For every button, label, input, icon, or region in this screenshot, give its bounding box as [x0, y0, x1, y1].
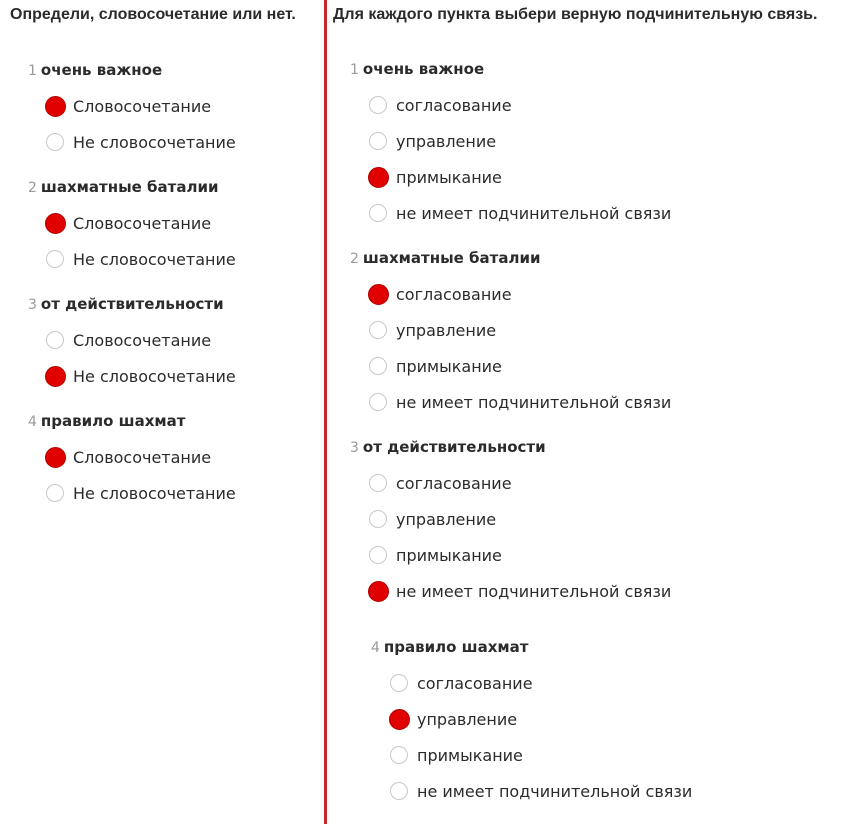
right-q4-option-4[interactable] — [390, 780, 692, 802]
radio-button[interactable] — [46, 133, 64, 151]
left-q3-option-2[interactable] — [46, 365, 236, 387]
option-label: Не словосочетание — [73, 483, 236, 503]
radio-button-selected[interactable] — [45, 447, 66, 468]
radio-button-selected[interactable] — [368, 284, 389, 305]
right-question-2 — [350, 249, 540, 267]
right-q2-option-3[interactable] — [369, 355, 502, 377]
question-number: 2 — [350, 251, 359, 267]
radio-button[interactable] — [369, 474, 387, 492]
option-label: примыкание — [417, 745, 523, 765]
radio-button[interactable] — [369, 321, 387, 339]
question-number: 4 — [28, 414, 37, 430]
radio-button[interactable] — [369, 357, 387, 375]
radio-button[interactable] — [369, 510, 387, 528]
question-number: 3 — [28, 297, 37, 313]
question-number: 1 — [350, 62, 359, 78]
left-q2-option-2[interactable] — [46, 248, 236, 270]
option-label: не имеет подчинительной связи — [396, 392, 672, 412]
right-q1-option-3[interactable] — [369, 166, 502, 188]
radio-button[interactable] — [46, 484, 64, 502]
option-label: Словосочетание — [73, 330, 212, 350]
radio-button-selected[interactable] — [45, 96, 66, 117]
option-label: согласование — [417, 673, 533, 693]
right-question-1 — [350, 60, 484, 78]
question-text: очень важное — [362, 60, 485, 78]
question-text: правило шахмат — [383, 638, 529, 656]
left-question-4 — [28, 412, 185, 430]
radio-button[interactable] — [46, 331, 64, 349]
right-q4-option-2[interactable] — [390, 708, 517, 730]
radio-button[interactable] — [390, 782, 408, 800]
question-text: шахматные баталии — [40, 178, 219, 196]
option-label: Не словосочетание — [73, 132, 236, 152]
left-question-3 — [28, 295, 224, 313]
left-q3-option-1[interactable] — [46, 329, 211, 351]
right-q3-option-3[interactable] — [369, 544, 502, 566]
option-label: управление — [396, 509, 497, 529]
question-number: 3 — [350, 440, 359, 456]
option-label: управление — [396, 131, 497, 151]
left-q2-option-1[interactable] — [46, 212, 211, 234]
option-label: примыкание — [396, 167, 502, 187]
right-q3-option-1[interactable] — [369, 472, 512, 494]
radio-button-selected[interactable] — [389, 709, 410, 730]
question-number: 2 — [28, 180, 37, 196]
right-q1-option-1[interactable] — [369, 94, 512, 116]
left-question-1 — [28, 61, 162, 79]
option-label: Словосочетание — [73, 447, 212, 467]
radio-button[interactable] — [369, 204, 387, 222]
option-label: управление — [417, 709, 518, 729]
option-label: Не словосочетание — [73, 249, 236, 269]
option-label: управление — [396, 320, 497, 340]
question-text: от действительности — [40, 295, 224, 313]
right-q3-option-4[interactable] — [369, 580, 671, 602]
option-label: Словосочетание — [73, 96, 212, 116]
option-label: примыкание — [396, 545, 502, 565]
question-number: 4 — [371, 640, 380, 656]
right-q4-option-3[interactable] — [390, 744, 523, 766]
right-q4-option-1[interactable] — [390, 672, 533, 694]
radio-button[interactable] — [369, 393, 387, 411]
radio-button-selected[interactable] — [45, 213, 66, 234]
option-label: не имеет подчинительной связи — [417, 781, 693, 801]
right-q2-option-4[interactable] — [369, 391, 671, 413]
option-label: не имеет подчинительной связи — [396, 203, 672, 223]
radio-button[interactable] — [369, 132, 387, 150]
right-question-4 — [371, 638, 528, 656]
radio-button-selected[interactable] — [368, 581, 389, 602]
left-q1-option-2[interactable] — [46, 131, 236, 153]
radio-button[interactable] — [390, 674, 408, 692]
option-label: Не словосочетание — [73, 366, 236, 386]
left-q4-option-2[interactable] — [46, 482, 236, 504]
question-text: от действительности — [362, 438, 546, 456]
right-q2-option-1[interactable] — [369, 283, 512, 305]
right-q1-option-2[interactable] — [369, 130, 496, 152]
right-q3-option-2[interactable] — [369, 508, 496, 530]
right-column-title: Для каждого пункта выбери верную подчинительную связь. — [333, 6, 818, 23]
radio-button[interactable] — [369, 546, 387, 564]
option-label: примыкание — [396, 356, 502, 376]
right-q1-option-4[interactable] — [369, 202, 671, 224]
radio-button-selected[interactable] — [368, 167, 389, 188]
radio-button[interactable] — [46, 250, 64, 268]
radio-button-selected[interactable] — [45, 366, 66, 387]
radio-button[interactable] — [390, 746, 408, 764]
option-label: согласование — [396, 95, 512, 115]
option-label: согласование — [396, 473, 512, 493]
option-label: Словосочетание — [73, 213, 212, 233]
left-column-title: Определи, словосочетание или нет. — [10, 6, 296, 23]
question-text: правило шахмат — [40, 412, 186, 430]
option-label: согласование — [396, 284, 512, 304]
right-q2-option-2[interactable] — [369, 319, 496, 341]
right-question-3 — [350, 438, 546, 456]
radio-button[interactable] — [369, 96, 387, 114]
question-text: шахматные баталии — [362, 249, 541, 267]
left-question-2 — [28, 178, 218, 196]
question-text: очень важное — [40, 61, 163, 79]
question-number: 1 — [28, 63, 37, 79]
left-q1-option-1[interactable] — [46, 95, 211, 117]
left-q4-option-1[interactable] — [46, 446, 211, 468]
option-label: не имеет подчинительной связи — [396, 581, 672, 601]
column-divider — [324, 0, 327, 824]
